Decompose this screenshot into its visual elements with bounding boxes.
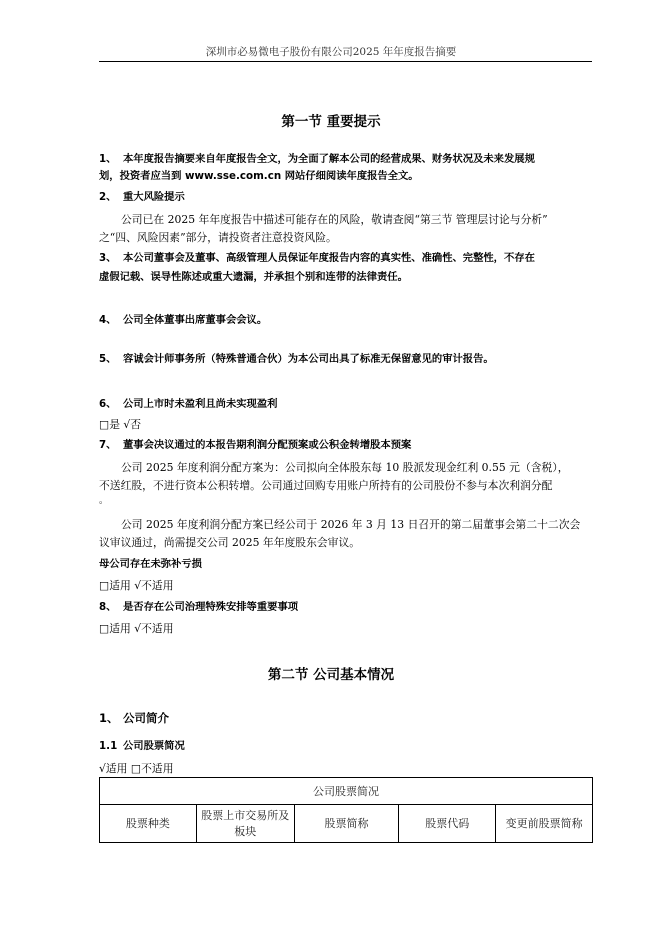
item1-line1: 1、 本年度报告摘要来自年度报告全文，为全面了解本公司的经营成果、财务状况及未来发展规 (99, 153, 535, 165)
stock-table-header: 股票简称 (294, 805, 399, 843)
item7-title: 7、 董事会决议通过的本报告期利润分配预案或公积金转增股本预案 (99, 439, 412, 451)
section1-title: 第一节 重要提示 (281, 114, 381, 130)
item7-p1-line3: 。 (99, 496, 109, 506)
item6-options: □是 √否 (99, 418, 142, 431)
item7-p1-line1: 公司 2025 年度利润分配方案为：公司拟向全体股东每 10 股派发现金红利 0.55 元（含税）， (121, 461, 569, 474)
section2-heading2: 1.1 公司股票简况 (99, 740, 185, 752)
item7-p2-line1: 公司 2025 年度利润分配方案已经公司于 2026 年 3 月 13 日召开的第二届董事会第二十二次会 (121, 518, 581, 531)
stock-table-header: 股票上市交易所及板块 (196, 805, 294, 843)
section2-options: √适用 □不适用 (99, 762, 174, 775)
item8-options: □适用 √不适用 (99, 622, 174, 635)
item8-title: 8、 是否存在公司治理特殊安排等重要事项 (99, 601, 299, 613)
item2-title: 2、 重大风险提示 (99, 191, 185, 203)
item3-line2: 虚假记载、误导性陈述或重大遗漏，并承担个别和连带的法律责任。 (99, 271, 408, 283)
stock-table-header: 股票代码 (399, 805, 496, 843)
stock-table-header: 变更前股票简称 (496, 805, 593, 843)
section2-title: 第二节 公司基本情况 (267, 667, 395, 683)
item2-body1: 公司已在 2025 年年度报告中描述可能存在的风险，敬请查阅“第三节 管理层讨论与分析” (121, 213, 548, 226)
stock-table-header: 股票种类 (100, 805, 197, 843)
item7-p2-line2: 议审议通过，尚需提交公司 2025 年年度股东会审议。 (99, 536, 361, 549)
item3-line1: 3、 本公司董事会及董事、高级管理人员保证年度报告内容的真实性、准确性、完整性，不存在 (99, 252, 535, 264)
stock-table (99, 777, 593, 843)
header-rule (99, 61, 592, 62)
section2-heading1: 1、 公司简介 (99, 711, 169, 725)
item7-p1-line2: 不送红股，不进行资本公积转增。公司通过回购专用账户所持有的公司股份不参与本次利润分配 (99, 479, 553, 492)
item5: 5、 容诚会计师事务所（特殊普通合伙）为本公司出具了标准无保留意见的审计报告。 (99, 353, 494, 365)
item6-title: 6、 公司上市时未盈利且尚未实现盈利 (99, 398, 278, 410)
page-header: 深圳市必易微电子股份有限公司2025 年年度报告摘要 (205, 46, 457, 58)
item7-subtitle: 母公司存在未弥补亏损 (99, 558, 202, 570)
item2-body2: 之“四、风险因素”部分，请投资者注意投资风险。 (99, 231, 337, 244)
item7-sub-options: □适用 √不适用 (99, 579, 174, 592)
stock-table-caption: 公司股票简况 (100, 778, 593, 805)
item4: 4、 公司全体董事出席董事会会议。 (99, 314, 268, 326)
item1-line2: 划，投资者应当到 www.sse.com.cn 网站仔细阅读年度报告全文。 (99, 170, 419, 182)
